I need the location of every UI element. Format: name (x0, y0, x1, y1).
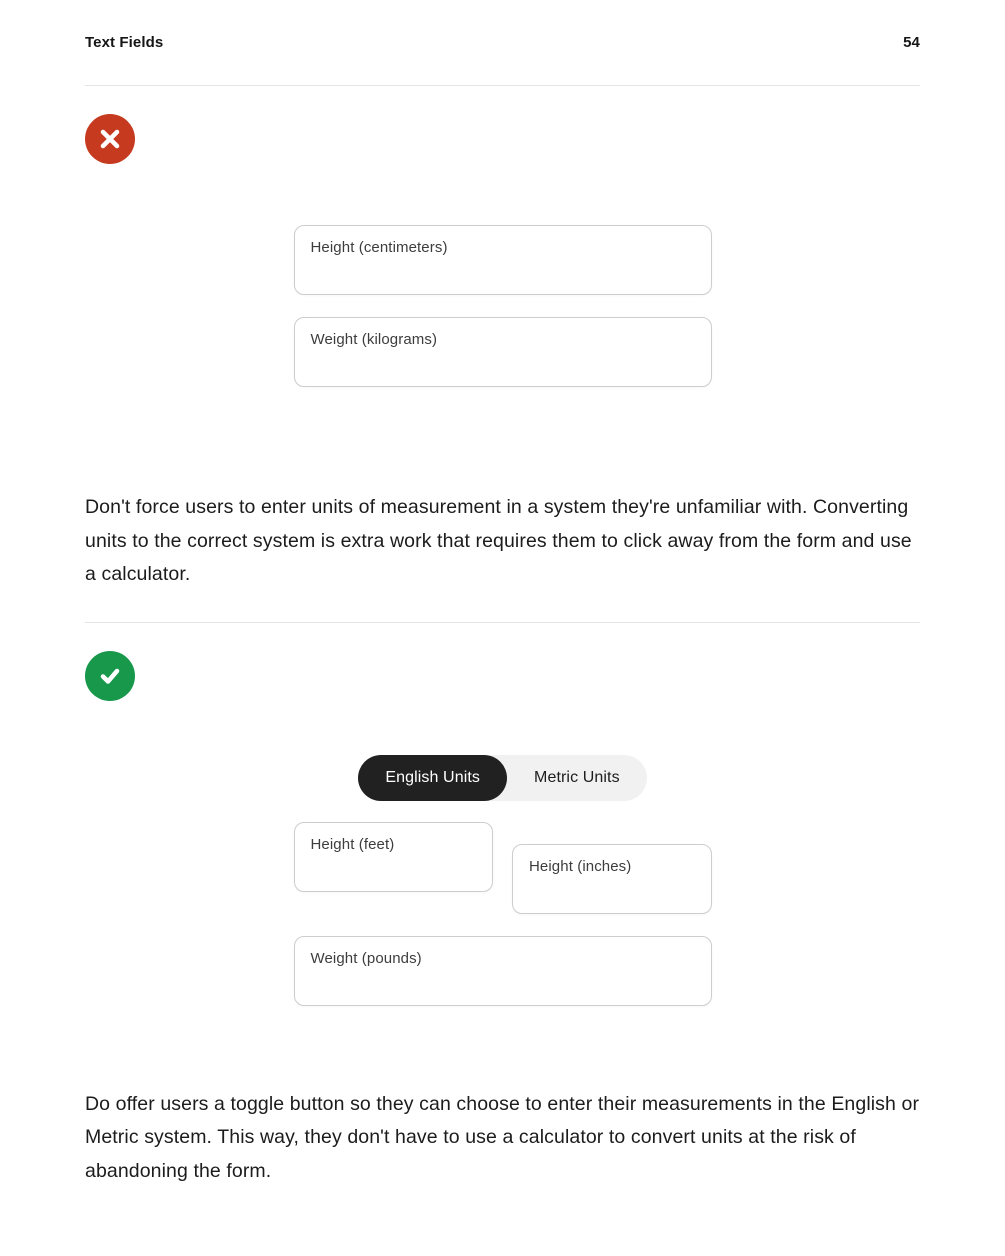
dont-badge (85, 114, 135, 164)
divider-top (85, 85, 920, 86)
do-badge (85, 651, 135, 701)
divider-middle (85, 622, 920, 623)
toggle-metric-units[interactable]: Metric Units (507, 755, 647, 801)
text-field-weight-pounds[interactable] (294, 936, 712, 1006)
dont-example-form (294, 225, 712, 387)
field-label: Height (centimeters) (310, 239, 448, 256)
text-field-height-centimeters[interactable] (294, 225, 712, 295)
field-label: Weight (pounds) (310, 949, 422, 967)
chapter-title: Text Fields (85, 34, 164, 51)
field-label: Height (feet) (310, 835, 395, 853)
unit-toggle (358, 755, 646, 801)
x-icon (99, 128, 121, 150)
unit-toggle-wrap (85, 755, 920, 801)
page-number: 54 (903, 34, 920, 51)
field-label: Height (inches) (529, 857, 632, 875)
check-icon (98, 664, 122, 688)
text-field-height-feet[interactable] (294, 822, 494, 892)
page-header (85, 0, 920, 51)
text-field-height-inches[interactable] (512, 844, 712, 914)
toggle-english-units[interactable]: English Units (358, 755, 507, 801)
height-fields-row (294, 822, 712, 914)
do-caption: Do offer users a toggle button so they can choose to enter their measurements in the English or Metric system. This way, they don't have to use a calculator to convert units at the risk of abandoning the form. (85, 1092, 920, 1182)
text-field-weight-kilograms[interactable] (294, 317, 712, 387)
do-example-form (294, 822, 712, 1006)
dont-caption: Don't force users to enter units of measurement in a system they're unfamiliar with. Converting units to the correct system is extra work that requires them to click away from the form and use a calculator. (85, 496, 912, 585)
field-label: Weight (kilograms) (310, 331, 438, 348)
